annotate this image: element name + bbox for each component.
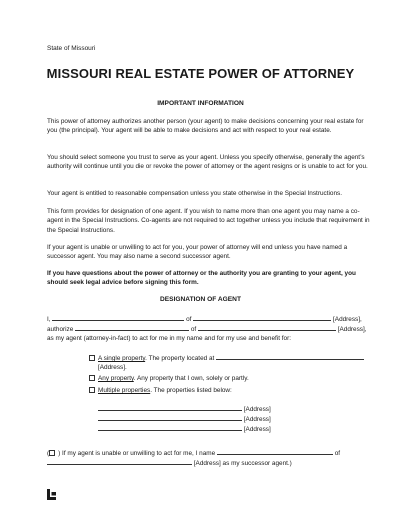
i-label: I,: [47, 316, 51, 323]
property-list-row: [98, 424, 271, 434]
option-any-property: [89, 374, 249, 383]
principal-name-field[interactable]: [52, 314, 184, 321]
agent-address-label: [Address],: [337, 326, 367, 333]
info-paragraph-5: If your agent is unable or unwilling to act for you, your power of attorney will end unless you have named a successor agent. You may also name a second successor agent.: [47, 244, 348, 261]
multiple-properties-checkbox[interactable]: [89, 387, 95, 393]
authorize-label: authorize: [47, 326, 74, 333]
property-address-field[interactable]: [98, 414, 242, 421]
property-address-field[interactable]: [98, 424, 242, 431]
property-address-label: [Address]: [243, 406, 271, 413]
successor-agent-line: [47, 448, 340, 458]
single-property-address-field[interactable]: [216, 353, 364, 360]
any-property-text: . Any property that I own, solely or partly.: [133, 375, 249, 382]
any-property-label: Any property: [98, 375, 134, 382]
single-property-text: . The property located at: [145, 355, 215, 362]
option-single-property: [89, 353, 364, 363]
property-list-row: [98, 404, 271, 414]
multiple-properties-text: . The properties listed below:: [150, 387, 232, 394]
successor-open-paren: (: [47, 450, 50, 457]
agent-of-label: of: [190, 326, 197, 333]
successor-of-label: of: [334, 450, 341, 457]
info-paragraph-1: This power of attorney authorizes another person (your agent) to make decisions concerning your real estate for you (the principal). Your agent will be able to make decisions and act with respect to your real estate.: [47, 118, 364, 135]
property-address-label: [Address]: [243, 416, 271, 423]
state-label: State of Missouri: [47, 45, 96, 52]
successor-text: ) If my agent is unable or unwilling to act for me, I name: [58, 450, 216, 457]
successor-name-field[interactable]: [217, 448, 333, 455]
single-property-checkbox[interactable]: [89, 355, 95, 361]
address-label: [Address],: [333, 316, 362, 323]
document-title: MISSOURI REAL ESTATE POWER OF ATTORNEY: [46, 66, 355, 81]
successor-checkbox[interactable]: [49, 450, 55, 456]
agent-authorize-line: [47, 324, 367, 334]
single-property-label: A single property: [98, 355, 146, 362]
of-label: of: [186, 316, 192, 323]
designation-heading: DESIGNATION OF AGENT: [160, 296, 241, 303]
property-address-field[interactable]: [98, 404, 242, 411]
successor-address-line: [47, 458, 292, 468]
legal-advice-notice: If you have questions about the power of attorney or the authority you are granting to your agent, you should seek legal advice before signing this form.: [47, 270, 356, 287]
principal-line: [47, 314, 362, 324]
option-multiple-properties: [89, 386, 232, 395]
agent-name-field[interactable]: [75, 324, 189, 331]
single-property-address-label: [Address].: [98, 364, 127, 371]
agent-scope-line: as my agent (attorney-in-fact) to act for me in my name and for my use and benefit for:: [47, 335, 292, 342]
property-list-row: [98, 414, 271, 424]
multiple-properties-label: Multiple properties: [98, 387, 151, 394]
brand-logo-icon: [47, 489, 56, 500]
any-property-checkbox[interactable]: [89, 375, 95, 381]
principal-address-field[interactable]: [193, 314, 331, 321]
successor-address-label: [Address] as my successor agent.): [193, 460, 292, 467]
successor-address-field[interactable]: [47, 458, 192, 465]
info-paragraph-4: This form provides for designation of one agent. If you wish to name more than one agent you may name a co-agent in the Special Instructions. Co-agents are not required to act together unless you include that requirement in the Special Instructions.: [47, 208, 370, 234]
property-address-label: [Address]: [243, 426, 271, 433]
info-paragraph-2: You should select someone you trust to serve as your agent. Unless you specify otherwise, generally the agent’s authority will continue until you die or revoke the power of attorney or the agent resigns or is unable to act for you.: [47, 154, 368, 171]
info-paragraph-3: Your agent is entitled to reasonable compensation unless you state otherwise in the Special Instructions.: [47, 190, 342, 197]
agent-address-field[interactable]: [198, 324, 336, 331]
important-info-heading: IMPORTANT INFORMATION: [157, 100, 244, 107]
